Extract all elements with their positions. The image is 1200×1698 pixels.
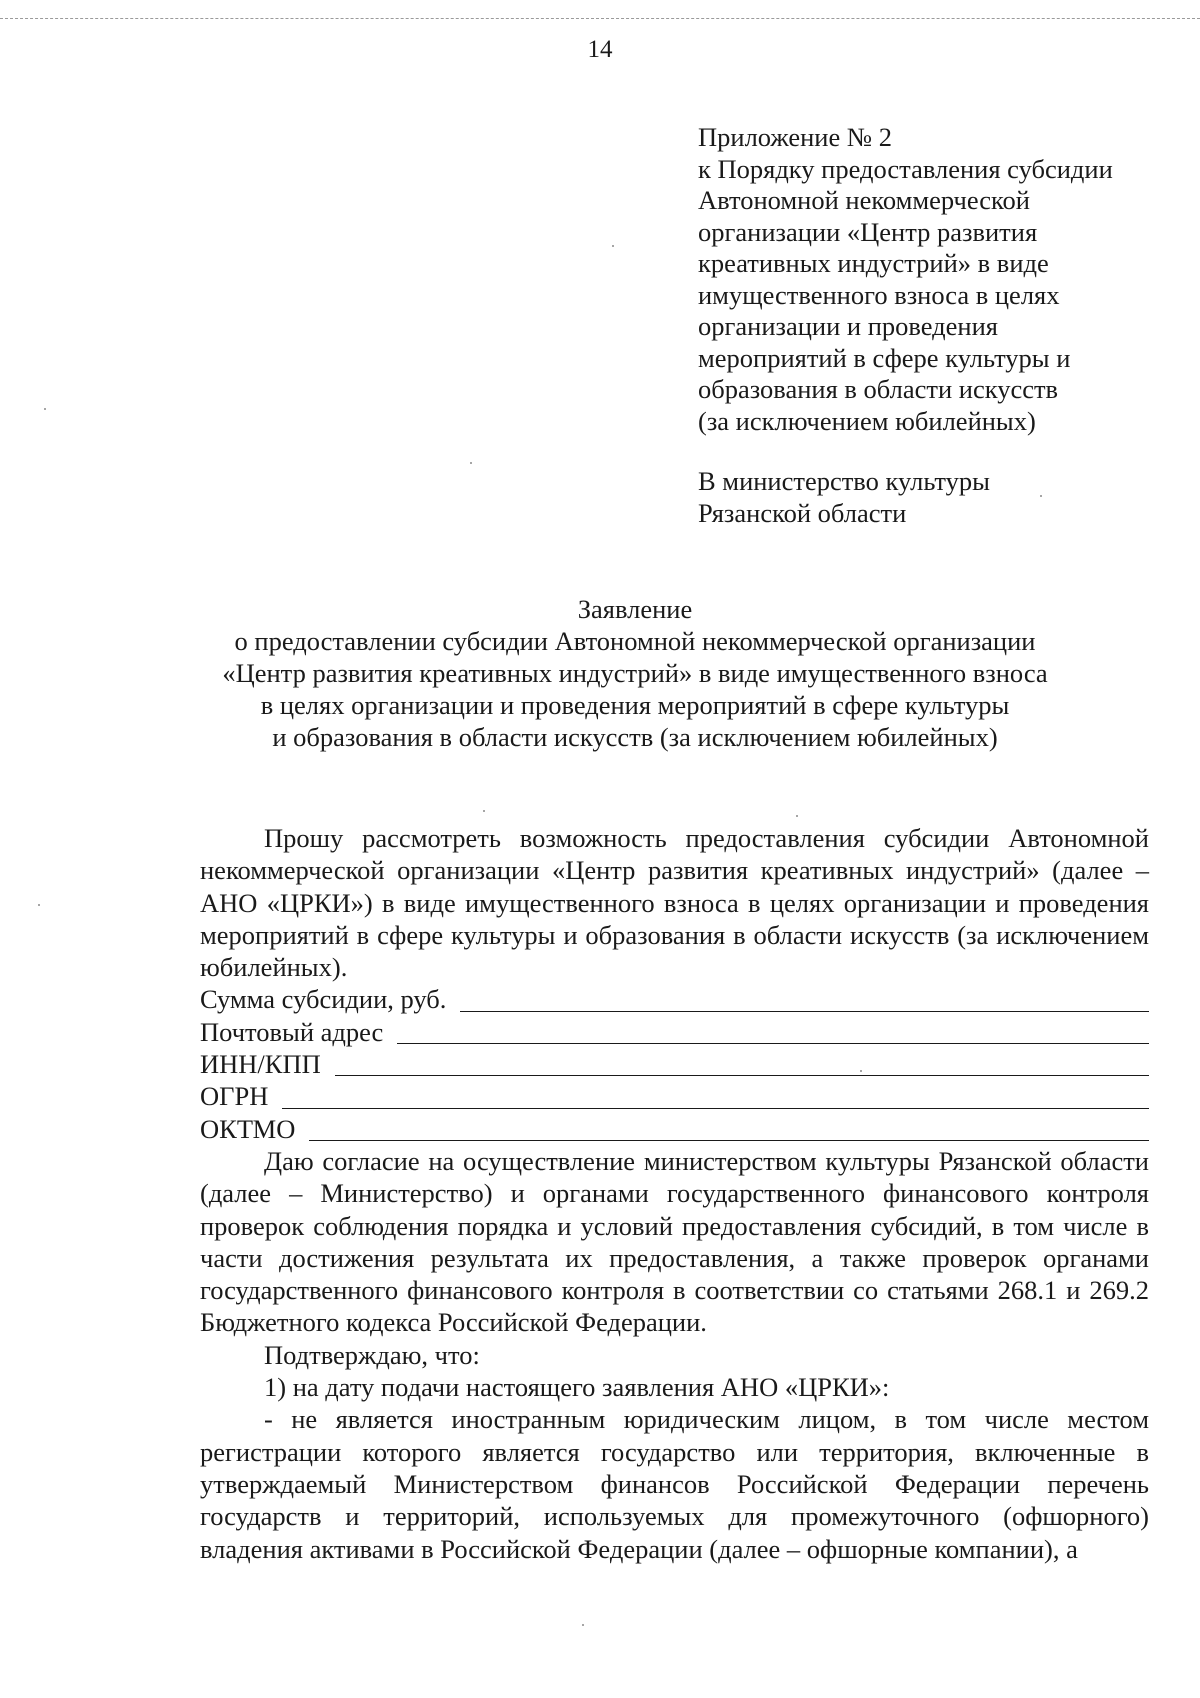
title-line: «Центр развития креативных индустрий» в виде имущественного взноса	[222, 658, 1048, 688]
inn-kpp-label: ИНН/КПП	[200, 1049, 321, 1080]
ogrn-blank[interactable]	[282, 1086, 1149, 1109]
inn-kpp-field	[200, 1048, 1149, 1080]
consent-paragraph: Даю согласие на осуществление министерством культуры Рязанской области (далее – Министерство) и органами государственного финансового контроля проверок соблюдения порядка и условий предоставления субсидий, в том числе в части достижения результата их предоставления, а также проверок органами государственного финансового контроля в соответствии со статьями 268.1 и 269.2 Бюджетного кодекса Российской Федерации.	[200, 1145, 1149, 1338]
appendix-header	[698, 122, 1168, 437]
ogrn-field	[200, 1080, 1149, 1112]
addressee-line: В министерство культуры	[698, 466, 990, 496]
scan-speck	[1040, 495, 1042, 497]
title-line: о предоставлении субсидии Автономной некоммерческой организации	[234, 626, 1036, 656]
appendix-line: Автономной некоммерческой	[698, 185, 1030, 215]
request-paragraph: Прошу рассмотреть возможность предоставления субсидии Автономной некоммерческой организации «Центр развития креативных индустрий» (далее – АНО «ЦРКИ») в виде имущественного взноса в целях организации и проведения мероприятий в сфере культуры и образования в области искусств (за исключением юбилейных).	[200, 823, 1149, 983]
subsidy-amount-label: Сумма субсидии, руб.	[200, 984, 447, 1015]
oktmo-label: ОКТМО	[200, 1113, 296, 1144]
postal-address-label: Почтовый адрес	[200, 1016, 384, 1047]
oktmo-blank[interactable]	[309, 1118, 1149, 1141]
document-title	[200, 593, 1070, 753]
title-line: и образования в области искусств (за исключением юбилейных)	[272, 722, 998, 752]
subsidy-amount-blank[interactable]	[460, 989, 1149, 1012]
scan-speck	[470, 462, 472, 464]
postal-address-blank[interactable]	[397, 1021, 1149, 1044]
appendix-line: организации и проведения	[698, 311, 998, 341]
oktmo-field	[200, 1113, 1149, 1145]
confirm-item-1: 1) на дату подачи настоящего заявления АНО «ЦРКИ»:	[264, 1372, 890, 1403]
scan-edge-line	[0, 18, 1200, 19]
scan-speck	[38, 904, 40, 906]
page-number: 14	[587, 36, 613, 63]
appendix-line: имущественного взноса в целях	[698, 279, 1060, 310]
addressee-line: Рязанской области	[698, 497, 907, 528]
scan-speck	[582, 1624, 584, 1626]
confirm-subitem-1: - не является иностранным юридическим лицом, в том числе местом регистрации которого является государство или территория, включенные в утверждаемый Министерством финансов Российской Федерации перечень государств и территорий, используемых для промежуточного (офшорного) владения активами в Российской Федерации (далее – офшорные компании), а	[200, 1404, 1149, 1564]
appendix-line: к Порядку предоставления субсидии	[698, 153, 1113, 184]
scan-speck	[483, 810, 485, 812]
appendix-line: мероприятий в сфере культуры и	[698, 342, 1071, 373]
addressee-block	[698, 466, 1168, 529]
appendix-line: (за исключением юбилейных)	[698, 405, 1036, 436]
scan-speck	[44, 408, 46, 410]
scan-speck	[612, 245, 614, 247]
title-heading: Заявление	[577, 594, 693, 624]
postal-address-field	[200, 1016, 1149, 1048]
title-line: в целях организации и проведения мероприятий в сфере культуры	[260, 690, 1010, 720]
scan-speck	[796, 815, 798, 817]
scan-speck	[860, 1070, 862, 1072]
inn-kpp-blank[interactable]	[335, 1053, 1149, 1076]
confirm-intro: Подтверждаю, что:	[264, 1339, 480, 1370]
appendix-line: организации «Центр развития	[698, 216, 1038, 247]
subsidy-amount-field	[200, 983, 1149, 1015]
appendix-line: креативных индустрий» в виде	[698, 248, 1049, 278]
appendix-line: образования в области искусств	[698, 374, 1059, 404]
application-body	[200, 822, 1149, 1565]
appendix-line: Приложение № 2	[698, 122, 893, 152]
ogrn-label: ОГРН	[200, 1081, 269, 1112]
